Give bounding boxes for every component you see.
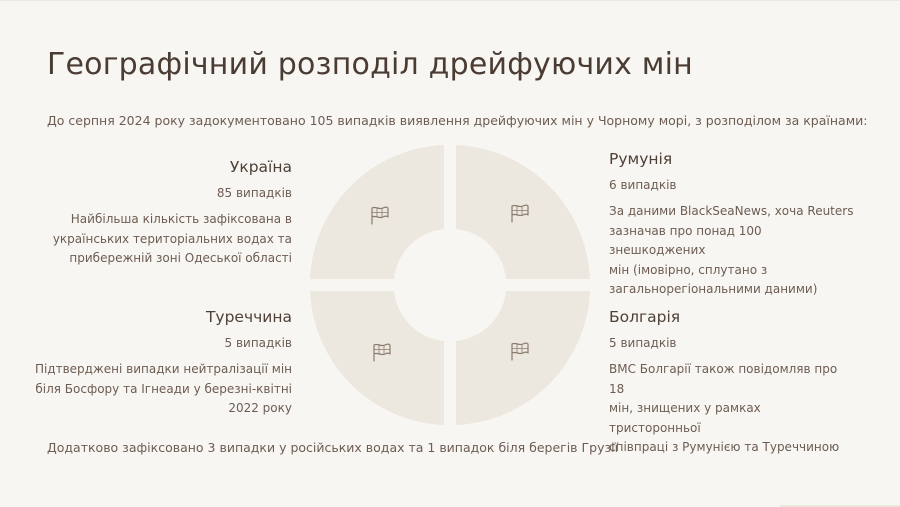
ring-segment-top-right xyxy=(456,145,590,279)
description-line: біля Босфору та Ігнеади у березні-квітні xyxy=(35,381,292,396)
country-name: Туреччина xyxy=(205,308,292,326)
ring-diagram xyxy=(307,142,593,428)
country-block-ukraine xyxy=(32,158,292,269)
country-description xyxy=(22,360,292,419)
country-name: Болгарія xyxy=(609,308,681,326)
country-name: Румунія xyxy=(609,150,673,168)
description-line: мін, знищених у рамках тристоронньої xyxy=(609,401,761,435)
country-description xyxy=(32,210,292,269)
ring-segment-bottom-left xyxy=(310,291,444,425)
description-line: співпраці з Румунією та Туреччиною xyxy=(609,440,840,454)
country-name: Україна xyxy=(229,158,292,176)
case-count: 5 випадків xyxy=(224,336,292,350)
description-line: мін (імовірно, сплутано з xyxy=(609,262,768,277)
description-line: Підтверджені випадки нейтралізації мін xyxy=(34,362,292,376)
country-block-bulgaria xyxy=(609,308,854,458)
country-description xyxy=(609,360,854,458)
description-line: За даними BlackSeaNews, хоча Reuters xyxy=(609,204,854,218)
description-line: українських територіальних водах та xyxy=(52,231,292,246)
case-count: 5 випадків xyxy=(609,336,677,350)
description-line: зазначав про понад 100 знешкоджених xyxy=(609,223,762,257)
country-block-romania xyxy=(609,150,854,300)
intro-text: До серпня 2024 року задокументовано 105 випадків виявлення дрейфуючих мін у Чорному морі, з розподілом за країнами: xyxy=(47,113,868,128)
ring-segment-bottom-right xyxy=(456,291,590,425)
country-block-turkey xyxy=(22,308,292,419)
case-count: 85 випадків xyxy=(216,186,292,200)
description-line: 2022 року xyxy=(228,401,292,415)
description-line: прибережній зоні Одеської області xyxy=(69,251,292,265)
footer-note: Додатково зафіксовано 3 випадки у російських водах та 1 випадок біля берегів Грузії xyxy=(47,440,619,455)
description-line: загальнорегіональними даними) xyxy=(609,282,818,296)
page-title: Географічний розподіл дрейфуючих мін xyxy=(47,47,693,82)
country-description xyxy=(609,202,854,300)
description-line: ВМС Болгарії також повідомляв про 18 xyxy=(609,362,838,396)
case-count: 6 випадків xyxy=(609,178,677,192)
description-line: Найбільша кількість зафіксована в xyxy=(70,212,292,226)
